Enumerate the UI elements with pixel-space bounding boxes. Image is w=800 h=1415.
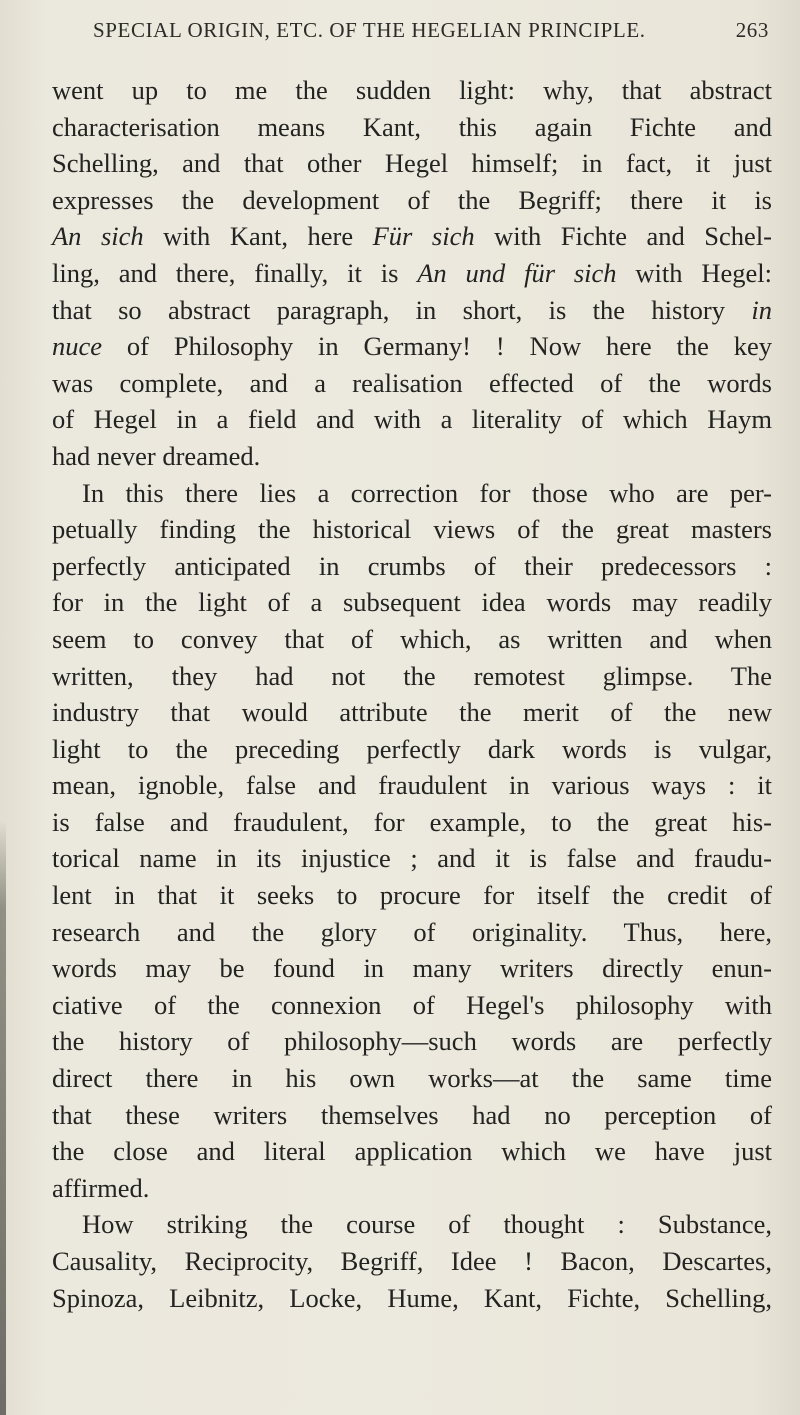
text-line-with-italics xyxy=(52,218,772,255)
italic-phrase: in xyxy=(751,294,772,325)
text-line: was complete, and a realisation effected of the words xyxy=(52,367,772,398)
text-fragment: of Philosophy in Germany! ! Now here the key xyxy=(102,331,772,362)
text-line: words may be found in many writers directly enun- xyxy=(52,953,772,984)
italic-phrase: nuce xyxy=(52,331,103,362)
italic-phrase: An und für sich xyxy=(417,257,617,288)
text-line: mean, ignoble, false and fraudulent in various ways : it xyxy=(52,770,772,801)
text-line: How striking the course of thought : Substance, xyxy=(82,1209,772,1240)
text-line: seem to convey that of which, as written and when xyxy=(52,623,772,654)
text-line: perfectly anticipated in crumbs of their predecessors : xyxy=(52,550,772,581)
italic-phrase: Für sich xyxy=(372,221,475,252)
running-title: SPECIAL ORIGIN, ETC. OF THE HEGELIAN PRINCIPLE. xyxy=(93,18,646,42)
text-fragment: with Hegel: xyxy=(616,257,772,288)
text-line: expresses the development of the Begriff; there it is xyxy=(52,184,772,215)
text-line: petually finding the historical views of the great masters xyxy=(52,514,772,545)
text-fragment: that so abstract paragraph, in short, is the history xyxy=(52,294,752,325)
text-line: ciative of the connexion of Hegel's philosophy with xyxy=(52,989,772,1020)
text-line: lent in that it seeks to procure for itself the credit of xyxy=(52,880,772,911)
text-line: for in the light of a subsequent idea words may readily xyxy=(52,587,772,618)
text-line: Schelling, and that other Hegel himself; in fact, it just xyxy=(52,148,772,179)
text-line: characterisation means Kant, this again Fichte and xyxy=(52,111,772,142)
text-line: In this there lies a correction for those who are per- xyxy=(82,477,772,508)
text-line: light to the preceding perfectly dark words is vulgar, xyxy=(52,733,772,764)
page-binding-shadow xyxy=(0,820,6,1415)
text-line-with-italics xyxy=(52,255,772,292)
text-line: the close and literal application which we have just xyxy=(52,1136,772,1167)
text-line: research and the glory of originality. Thus, here, xyxy=(52,916,772,947)
text-line: went up to me the sudden light: why, that abstract xyxy=(52,75,772,105)
text-line: direct there in his own works—at the same time xyxy=(52,1063,772,1094)
text-line: written, they had not the remotest glimpse. The xyxy=(52,660,772,691)
text-line: the history of philosophy—such words are perfectly xyxy=(52,1026,772,1057)
text-line: Causality, Reciprocity, Begriff, Idee ! Bacon, Descartes, xyxy=(52,1246,772,1276)
text-line: affirmed. xyxy=(52,1172,150,1203)
text-line-with-italics xyxy=(52,292,772,329)
text-line: is false and fraudulent, for example, to the great his- xyxy=(52,806,772,837)
italic-phrase: An sich xyxy=(52,221,144,252)
text-line-with-italics xyxy=(52,328,772,365)
text-line: industry that would attribute the merit of the new xyxy=(52,697,772,728)
text-line: of Hegel in a field and with a literality of which Haym xyxy=(52,404,772,435)
text-fragment: with Fichte and Schel- xyxy=(474,221,773,252)
running-header xyxy=(93,18,769,43)
text-fragment: ling, and there, finally, it is xyxy=(52,257,418,288)
page-number: 263 xyxy=(735,18,769,42)
text-fragment: with Kant, here xyxy=(143,221,373,252)
text-line: torical name in its injustice ; and it is false and fraudu- xyxy=(52,843,772,874)
body-text xyxy=(52,72,772,1316)
text-line: that these writers themselves had no perception of xyxy=(52,1099,772,1130)
text-line: had never dreamed. xyxy=(52,440,261,471)
text-line: Spinoza, Leibnitz, Locke, Hume, Kant, Fichte, Schelling, xyxy=(52,1282,772,1313)
